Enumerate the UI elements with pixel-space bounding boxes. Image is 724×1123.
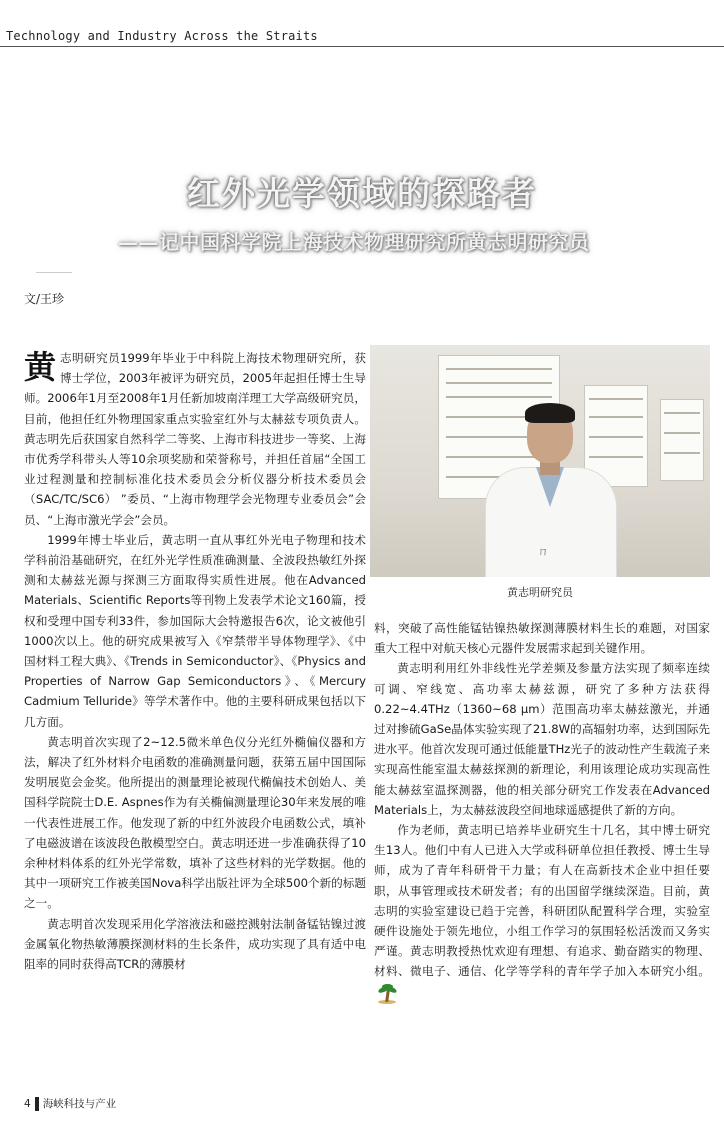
paragraph-1: [24, 348, 366, 530]
paragraph-7-text: 作为老师，黄志明已培养毕业研究生十几名，其中博士研究生13人。他们中有人已进入大学或科研单位担任教授、博士生导师，成为了青年科研骨干力量；有人在高新技术企业中担任要职，从事管理或技术研发者；有的出国留学继续深造。目前，黄志明的实验室建设已趋于完善，科研团队配置科学合理，实验室硬件设施处于领先地位，小组工作学习的氛围轻松活泼而又务实严谨。黄志明教授热忱欢迎有理想、有追求、勤奋踏实的物理、材料、微电子、通信、化学等学科的青年学子加入本研究小组。: [374, 823, 710, 979]
hair: [525, 403, 575, 423]
paragraph-2: 1999年博士毕业后，黄志明一直从事红外光电子物理和技术学科前沿基础研究，在红外光学性质准确测量、全波段热敏红外探测和太赫兹光源与探测三方面取得实质性进展。他在Advanced Materials、Scientific Reports等刊物上发表学术论文160篇，授权和受理中国专利33件，参加国际大会特邀报告6次，论文被他引1000次以上。他的研究成果被写入《窄禁带半导体物理学》、《中国材料工程大典》、《Trends in Semiconductor》、《Physics and Properties of Narrow Gap Semiconductors》、《Mercury Cadmium Telluride》等学术著作中。他的主要科研成果包括以下几方面。: [24, 532, 366, 729]
paragraph-4: 黄志明首次发现采用化学溶液法和磁控溅射法制备锰钴镍过渡金属氧化物热敏薄膜探测材料的生长条件，成功实现了具有适中电阻率的同时获得高TCR的薄膜材: [24, 916, 366, 972]
article-subtitle: ——记中国科学院上海技术物理研究所黄志明研究员: [118, 230, 590, 254]
page-footer: [24, 1096, 116, 1111]
photo-caption: 黄志明研究员: [507, 586, 573, 599]
researcher-photo: [370, 345, 710, 577]
decorative-divider: [36, 272, 72, 273]
dropcap: 黄: [24, 348, 57, 386]
running-header: [0, 26, 724, 47]
coat-badge: ㄇ: [538, 547, 548, 558]
paragraph-5: 料，突破了高性能锰钴镍热敏探测薄膜材料生长的难题，对国家重大工程中对航天核心元器件发展需求起到关键作用。: [374, 621, 710, 656]
paragraph-7: [374, 820, 710, 1004]
footer-divider: [35, 1097, 39, 1111]
right-column: [374, 618, 710, 1004]
palm-tree-icon: [376, 982, 398, 1004]
paragraph-1-text: 志明研究员1999年毕业于中科院上海技术物理研究所，获博士学位，2003年被评为研究员，2005年起担任博士生导师。2006年1月至2008年1月任新加坡南洋理工大学高级研究员，目前，他担任红外物理国家重点实验室红外与太赫兹专项负责人。黄志明先后获国家自然科学二等奖、上海市科技进步一等奖、上海市优秀学科带头人等10余项奖励和荣誉称号，并担任首届“全国工业过程测量和控制标准化技术委员会分析仪器分析技术委员会（SAC/TC/SC6） ”委员、“上海市物理学会光物理专业委员会”会员、“上海市激光学会”会员。: [24, 351, 366, 527]
article-title: 红外光学领域的探路者: [187, 174, 537, 213]
header-text: Technology and Industry Across the Straits: [6, 29, 318, 43]
left-column: [24, 348, 366, 974]
author-byline: 文/王珍: [24, 292, 65, 306]
journal-name: 海峡科技与产业: [42, 1098, 117, 1110]
lab-poster: [660, 399, 704, 481]
paragraph-3: 黄志明首次实现了2~12.5微米单色仪分光红外椭偏仪器和方法，解决了红外材料介电函数的准确测量问题，获第五届中国国际发明展览会金奖。他所提出的测量理论被现代椭偏技术创始人、美国科学院院士D.E. Aspnes作为有关椭偏测量理论30年来发展的唯一代表性进展工作。他发现了新的中红外波段介电函数公式，填补了电磁波谱在该波段色散模型空白。黄志明还进一步准确获得了10余种材料体系的红外光学常数，填补了这些材料的光学数据。他的其中一项研究工作被美国Nova科学出版社评为全球500个新的标题之一。: [24, 734, 366, 911]
page-number: 4: [24, 1098, 31, 1110]
paragraph-6: 黄志明利用红外非线性光学差频及参量方法实现了频率连续可调、窄线宽、高功率太赫兹源，研究了多种方法获得0.22~4.4THz（1360~68 μm）范围高功率太赫兹激光，并通过对掺硫GaSe晶体实验实现了21.8W的高辐射功率，达到国际先进水平。他首次发现可通过低能量THz光子的波动性产生载流子来实现高性能室温太赫兹探测的新理论，利用该理论成功实现高性能太赫兹室温探测器，他的相关部分研究工作发表在Advanced Materials上，为太赫兹波段空间地球遥感提供了新的方向。: [374, 661, 710, 817]
